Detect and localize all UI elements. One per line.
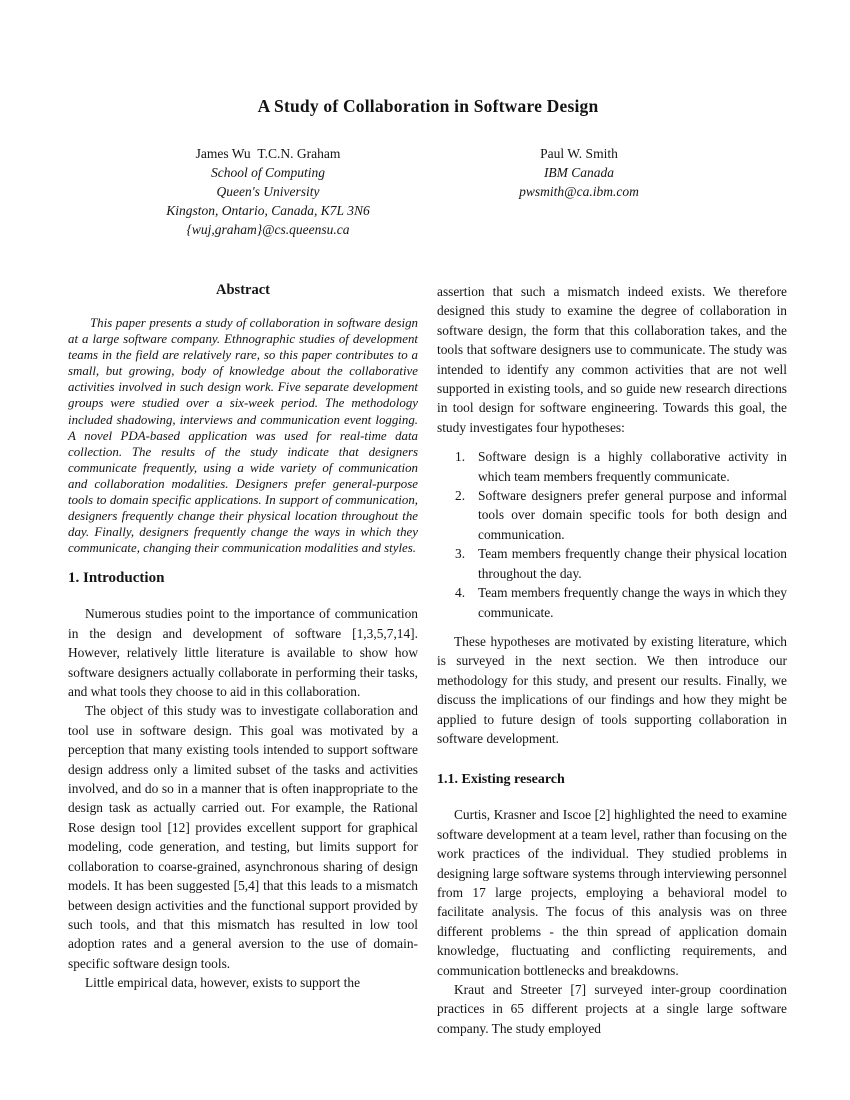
right-column [437,282,787,1038]
hypothesis-text: Software design is a highly collaborative activity in which team members frequently communicate. [478,449,787,484]
hypothesis-number: 4. [455,585,466,601]
existing-research-heading: 1.1. Existing research [437,772,565,788]
two-column-body [68,282,788,1038]
introduction-heading: 1. Introduction [68,570,165,587]
introduction-paragraph-1: Numerous studies point to the importance of communication in the design and development of software [1,3,5,7,14]. However, relatively little literature is available to show how software designers actually collaborate in performing their tasks, and what tools they choose to aid in this collaboration. [68,606,418,700]
hypotheses-summary-paragraph: These hypotheses are motivated by existing literature, which is surveyed in the next section. We then introduce our methodology for this study, and present our results. Finally, we discuss the implications of our findings and how they might be applied to future design of tools supporting collaboration in software development. [437,633,787,746]
author-group-left [68,144,468,239]
author-names-left: James Wu T.C.N. Graham [195,146,341,161]
abstract-heading: Abstract [216,282,270,298]
authors-block [68,144,788,239]
author-affiliation-line: Queen's University [216,184,320,199]
introduction-paragraph-3: Little empirical data, however, exists to support the [85,975,361,991]
existing-research-paragraph-1: Curtis, Krasner and Iscoe [2] highlighted the need to examine software development at a team level, rather than focusing on the work practices of the individual. They studied problems in designing large software systems through interviewing personnel from 17 large projects, employing a behavioral model to facilitate analysis. The focus of this analysis was on three different problems - the thin spread of application domain knowledge, fluctuating and conflicting requirements, and communication bottlenecks and breakdowns. [437,807,787,978]
hypothesis-number: 3. [455,546,466,562]
author-email: pwsmith@ca.ibm.com [519,184,639,199]
hypothesis-number: 1. [455,449,466,465]
left-column [68,282,418,1038]
continuation-paragraph: assertion that such a mismatch indeed exists. We therefore designed this study to examine the degree of collaboration in software design, the form that this collaboration takes, and the tools that software designers use to communicate. The study was intended to identify any common activities that are not well supported in existing tools, and so guide new research directions in tool design for software engineering. Towards this goal, the study investigates four hypotheses: [437,284,787,435]
hypothesis-item [455,486,787,544]
existing-research-paragraph-2: Kraut and Streeter [7] surveyed inter-group coordination practices in 65 different projects at a single large software company. The study employed [437,982,787,1036]
abstract-paragraph: This paper presents a study of collaboration in software design at a large software company. Ethnographic studies of development teams in the field are relatively rare, so this paper contributes to a small, but growing, body of knowledge about the collaborative activities involved in such design work. Five separate development groups were studied over a six-week period. The methodology included shadowing, interviews and communication event logging. A novel PDA-based application was used for real-time data collection. The results of the study indicate that designers communicate frequently, using a wide variety of communication and collaboration modalities. Designers prefer general-purpose tools to domain specific applications. In support of communication, designers frequently change their physical location throughout the day. Finally, designers frequently change the ways in which they communicate, changing their communication modalities and styles. [68,316,418,556]
hypothesis-text: Team members frequently change their physical location throughout the day. [478,546,787,581]
hypothesis-text: Team members frequently change the ways in which they communicate. [478,585,787,620]
author-email: {wuj,graham}@cs.queensu.ca [186,222,350,237]
hypothesis-text: Software designers prefer general purpose and informal tools over domain specific tools for both design and communication. [478,488,787,542]
hypotheses-list [437,447,787,622]
introduction-paragraph-2: The object of this study was to investigate collaboration and tool use in software design. This goal was motivated by a perception that many existing tools intended to support software design address only a limited subset of the tasks and activities involved, and do so in a manner that is often inappropriate to the design task as actually carried out. For example, the Rational Rose design tool [12] provides excellent support for graphical modeling, code generation, and testing, but limits support for collaboration to coarse-grained, asynchronous sharing of design models. It has been suggested [5,4] that this leads to a mismatch between design activities and the functional support provided by such tools, and that this mismatch has resulted in low tool adoption rates and a general aversion to the use of domain-specific software design tools. [68,703,418,971]
author-affiliation-line: IBM Canada [543,165,615,180]
author-names-right: Paul W. Smith [540,146,618,161]
hypothesis-item [455,544,787,583]
paper-title: A Study of Collaboration in Software Design [257,96,599,116]
author-affiliation-line: Kingston, Ontario, Canada, K7L 3N6 [166,203,370,218]
hypothesis-item [455,447,787,486]
hypothesis-item [455,583,787,622]
author-group-right [468,144,690,239]
hypothesis-number: 2. [455,488,466,504]
author-affiliation-line: School of Computing [211,165,325,180]
